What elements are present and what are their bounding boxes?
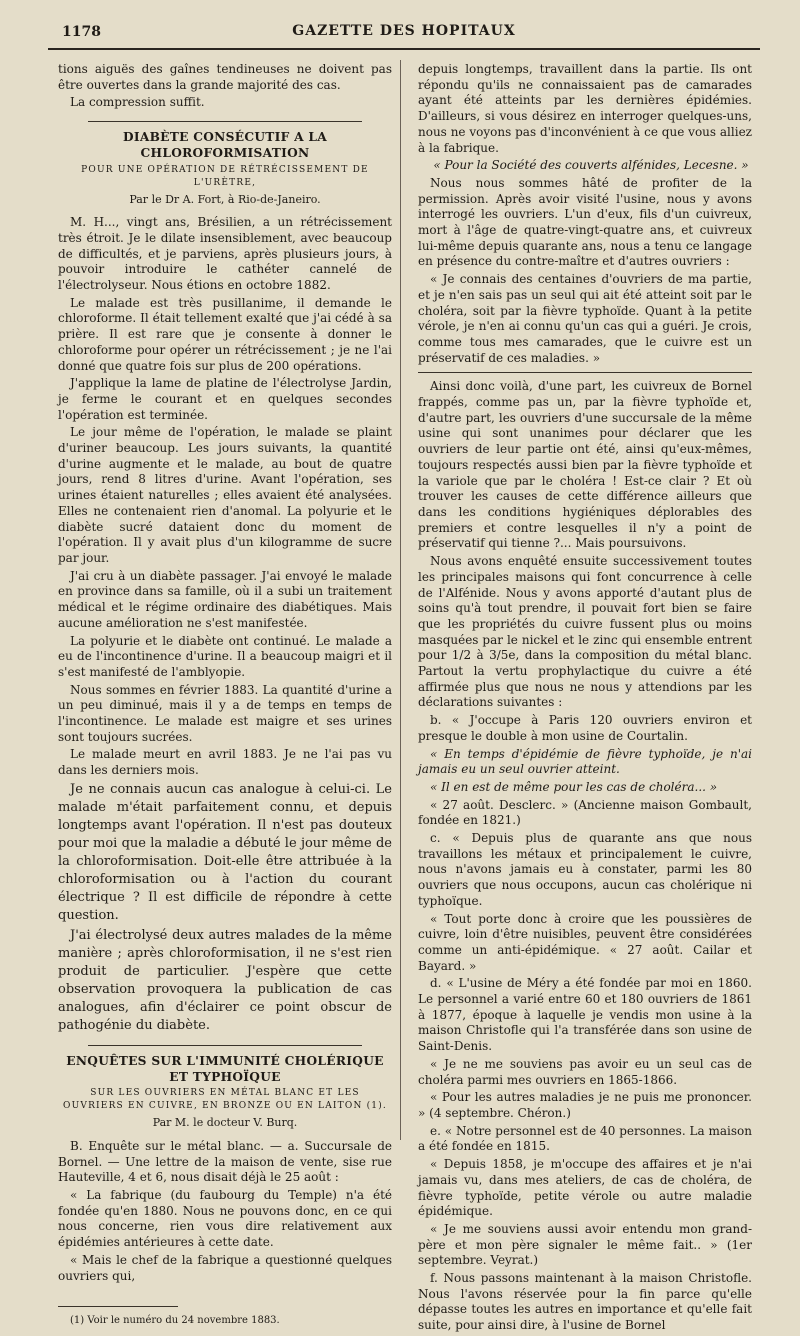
- article-byline: Par M. le docteur V. Burq.: [152, 1116, 298, 1130]
- paragraph: tions aiguës des gaînes tendineuses ne doivent pas être ouvertes dans la grande majorité des cas.: [58, 62, 392, 92]
- section-divider: [88, 121, 362, 122]
- left-column: [58, 62, 392, 1331]
- paragraph: b. « J'occupe à Paris 120 ouvriers environ et presque le double à mon usine de Courtalin.: [418, 713, 752, 743]
- paragraph: La compression suffit.: [70, 95, 205, 110]
- section-divider: [88, 1045, 362, 1046]
- paragraph: « Depuis 1858, je m'occupe des affaires et je n'ai jamais vu, dans mes ateliers, de cas de choléra, de fièvre typhoïde, petite vérole ou autre maladie épidémique.: [418, 1157, 752, 1219]
- paragraph: M. H..., vingt ans, Brésilien, a un rétrécissement très étroit. Je le dilate insensiblement, avec beaucoup de difficultés, et je parviens, après plusieurs jours, à pouvoir introduire le cathéter cannelé de l'électrolyseur. Nous étions en octobre 1882.: [58, 215, 392, 293]
- section-divider: [418, 372, 752, 373]
- paragraph: Le jour même de l'opération, le malade se plaint d'uriner beaucoup. Les jours suivants, la quantité d'urine augmente et le malade, au bout de quatre jours, rend 8 litres d'urine. Avant l'opération, ses urines étaient naturelles ; elles avaient été analysées. Elles ne contenaient rien d'anomal. La polyurie et le diabète sucré dataient donc du moment de l'opération. Il y avait plus d'un kilogramme de sucre par jour.: [58, 425, 392, 565]
- column-divider: [400, 60, 401, 1140]
- page-header: [48, 20, 760, 50]
- footnote-rule: [58, 1306, 178, 1307]
- paragraph: depuis longtemps, travaillent dans la partie. Ils ont répondu qu'ils ne connaissaient pas de camarades ayant été atteints par les dernières épidémies. D'ailleurs, si vous désirez en interroger quelques-uns, nous ne voyons pas d'inconvénient à ce que vous alliez à la fabrique.: [418, 62, 752, 155]
- paragraph: Nous avons enquêté ensuite successivement toutes les principales maisons qui font concurrence à celle de l'Alfénide. Nous y avons apporté d'autant plus de soins qu'à tout prendre, il pouvait fort bien se faire que les propriétés du cuivre fussent plus ou moins masquées par le nickel et le zinc qui ensemble entrent pour 1/2 à 3/5e, dans la composition du métal blanc. Partout la vertu prophylactique du cuivre a été affirmée plus que nous ne nous y attendions par les déclarations suivantes :: [418, 554, 752, 710]
- paragraph: « Il en est de même pour les cas de choléra... »: [430, 779, 718, 794]
- paragraph: « Pour les autres maladies je ne puis me prononcer. » (4 septembre. Chéron.): [418, 1090, 752, 1120]
- paragraph: f. Nous passons maintenant à la maison Christofle. Nous l'avons réservée pour la fin parce qu'elle dépasse toutes les autres en importance et qu'elle fait suite, pour ainsi dire, à l'usine de Bornel: [418, 1271, 752, 1333]
- paragraph: J'ai cru à un diabète passager. J'ai envoyé le malade en province dans sa famille, où il a subi un traitement médical et le régime ordinaire des diabétiques. Mais aucune amélioration ne s'est manifestée.: [58, 568, 392, 630]
- signature-line: « Pour la Société des couverts alfénides, Lecesne. »: [433, 158, 749, 173]
- paragraph: « Je me souviens aussi avoir entendu mon grand-père et mon père signaler le même fait.. » (1er septembre. Veyrat.): [418, 1221, 752, 1268]
- paragraph: Le malade est très pusillanime, il demande le chloroforme. Il était tellement exalté que j'ai cédé à sa prière. Il est rare que je consente à donner le chloroforme pour opérer un rétrécissement ; je ne l'ai donné que quatre fois sur plus de 200 opérations.: [58, 295, 392, 373]
- right-column: [418, 62, 752, 1336]
- paragraph: « En temps d'épidémie de fièvre typhoïde, je n'ai jamais eu un seul ouvrier atteint.: [418, 746, 752, 777]
- paragraph: « Je ne me souviens pas avoir eu un seul cas de choléra parmi mes ouvriers en 1865-1866.: [418, 1056, 752, 1087]
- paragraph: « 27 août. Desclerc. » (Ancienne maison Gombault, fondée en 1821.): [418, 797, 752, 828]
- paragraph: Nous sommes en février 1883. La quantité d'urine a un peu diminué, mais il y a de temps en temps de l'incontinence. Le malade est maigre et ses urines sont toujours sucrées.: [58, 682, 392, 744]
- paragraph: d. « L'usine de Méry a été fondée par moi en 1860. Le personnel a varié entre 60 et 180 ouvriers de 1861 à 1877, époque à laquelle je vendis mon usine à la maison Christofle qui l'a transférée dans son usine de Saint-Denis.: [418, 976, 752, 1054]
- paragraph: « Tout porte donc à croire que les poussières de cuivre, loin d'être nuisibles, peuvent être considérées comme un anti-épidémique. « 27 août. Cailar et Bayard. »: [418, 911, 752, 973]
- paragraph: « Mais le chef de la fabrique a questionné quelques ouvriers qui,: [58, 1252, 392, 1283]
- footnote: (1) Voir le numéro du 24 novembre 1883.: [70, 1315, 280, 1327]
- paragraph: « Je connais des centaines d'ouvriers de ma partie, et je n'en sais pas un seul qui ait été atteint soit par le choléra, soit par la fièvre typhoïde. Quant à la petite vérole, je n'en ai connu qu'un cas qui a guéri. Je crois, comme tous mes camarades, que le cuivre est un préservatif de ces maladies. »: [418, 272, 752, 365]
- page-number: 1178: [62, 24, 101, 40]
- paragraph: Ainsi donc voilà, d'une part, les cuivreux de Bornel frappés, comme pas un, par la fièvre typhoïde et, d'autre part, les ouvriers d'une succursale de la même usine qui sont unanimes pour déclarer que les ouvriers de leur partie ont été, ainsi qu'eux-mêmes, toujours respectés aussi bien par la fièvre typhoïde et la variole que par le choléra ! Est-ce clair ? Et où trouver les causes de cette différence ailleurs que dans les conditions hygiéniques déplorables des premiers et contre lesquelles il n'y a point de préservatif qui tienne ?... Mais poursuivons.: [418, 379, 752, 551]
- article-subtitle: SUR LES OUVRIERS EN MÉTAL BLANC ET LES OUVRIERS EN CUIVRE, EN BRONZE OU EN LAITON (1).: [63, 1088, 387, 1112]
- page-title: GAZETTE DES HOPITAUX: [292, 23, 516, 39]
- paragraph: Nous nous sommes hâté de profiter de la permission. Après avoir visité l'usine, nous y avons interrogé les ouvriers. L'un d'eux, fils d'un cuivreux, mort à l'âge de quatre-vingt-quatre ans, et cuivreux lui-même depuis quarante ans, nous a tenu ce langage en présence du contre-maître et d'autres ouvriers :: [418, 175, 752, 269]
- paragraph: B. Enquête sur le métal blanc. — a. Succursale de Bornel. — Une lettre de la maison de vente, sise rue Hauteville, 4 et 6, nous disait déjà le 25 août :: [58, 1138, 392, 1185]
- article-title: ENQUÊTES SUR L'IMMUNITÉ CHOLÉRIQUE ET TYPHOÏQUE: [66, 1053, 384, 1084]
- article-subtitle: POUR UNE OPÉRATION DE RÉTRÉCISSEMENT DE L'URÈTRE,: [81, 164, 369, 188]
- paragraph: c. « Depuis plus de quarante ans que nous travaillons les métaux et principalement le cuivre, nous n'avons jamais eu à constater, parmi les 80 ouvriers que nous occupons, aucun cas cholérique ni typhoïque.: [418, 831, 752, 908]
- paragraph: Le malade meurt en avril 1883. Je ne l'ai pas vu dans les derniers mois.: [58, 747, 392, 778]
- paragraph: « La fabrique (du faubourg du Temple) n'a été fondée qu'en 1880. Nous ne pouvons donc, en ce qui nous concerne, rien vous dire relativement aux épidémies antérieures à cette date.: [58, 1188, 392, 1250]
- article-title: DIABÈTE CONSÉCUTIF A LA CHLOROFORMISATION: [122, 130, 328, 160]
- conclusion-block: [58, 781, 392, 1035]
- paragraph: La polyurie et le diabète ont continué. Le malade a eu de l'incontinence d'urine. Il a beaucoup maigri et il s'est manifesté de l'amblyopie.: [58, 633, 392, 679]
- paragraph: e. « Notre personnel est de 40 personnes. La maison a été fondée en 1815.: [418, 1123, 752, 1154]
- article-byline: Par le Dr A. Fort, à Rio-de-Janeiro.: [129, 192, 321, 206]
- paragraph: Je ne connais aucun cas analogue à celui-ci. Le malade m'était parfaitement connu, et depuis longtemps avant l'opération. Il n'est pas douteux pour moi que la maladie a débuté le jour même de la chloroformisation. Doit-elle être attribuée à la chloroformisation ou à l'action du courant électrique ? Il est difficile de répondre à cette question.: [58, 781, 392, 923]
- paragraph: J'applique la lame de platine de l'électrolyse Jardin, je ferme le courant et en quelques secondes l'opération est terminée.: [58, 376, 392, 422]
- paragraph: J'ai électrolysé deux autres malades de la même manière ; après chloroformisation, il ne s'est rien produit de particulier. J'espère que cette observation provoquera la publication de cas analogues, afin d'éclairer ce point obscur de pathogénie du diabète.: [58, 927, 392, 1033]
